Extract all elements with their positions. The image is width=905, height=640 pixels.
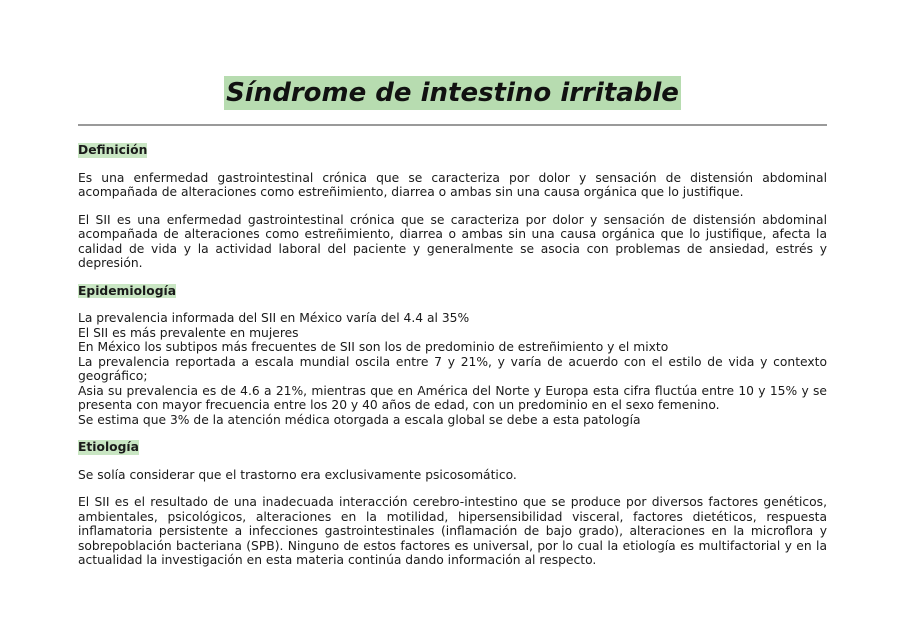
section-heading: Etiología [78,440,139,454]
paragraph: Se solía considerar que el trastorno era exclusivamente psicosomático. [78,467,517,482]
text-line: En México los subtipos más frecuentes de SII son los de predominio de estreñimiento y el mixto [78,340,669,354]
section-heading: Epidemiología [78,283,177,298]
document-body [78,143,827,581]
text-line: El SII es más prevalente en mujeres [78,325,299,340]
document-title: Síndrome de intestino irritable [226,78,679,108]
section-etiologia [78,440,827,468]
paragraph: Es una enfermedad gastrointestinal crónica que se caracteriza por dolor y sensación de distensión abdominal acompañada de alteraciones como estreñimiento, diarrea o ambas sin una causa orgánica que lo justifique. [78,170,827,199]
text-line: Asia su prevalencia es de 4.6 a 21%, mientras que en América del Norte y Europa esta cifra fluctúa entre 10 y 15% y se presenta con mayor frecuencia entre los 20 y 40 años de edad, con un predominio en el sexo femenino. [78,383,827,412]
epidemiology-lines [78,311,827,427]
section-epidemiologia [78,284,827,312]
paragraph: El SII es una enfermedad gastrointestinal crónica que se caracteriza por dolor y sensación de distensión abdominal acompañada de alteraciones como estreñimiento, diarrea o ambas sin una causa orgánica que lo justifique, afecta la calidad de vida y la actividad laboral del paciente y generalmente se asocia con problemas de ansiedad, estrés y depresión. [78,212,827,270]
text-line: La prevalencia informada del SII en México varía del 4.4 al 35% [78,311,470,325]
text-line: La prevalencia reportada a escala mundial oscila entre 7 y 21%, y varía de acuerdo con el estilo de vida y contexto geográfico; [78,354,827,383]
paragraph: El SII es el resultado de una inadecuada interacción cerebro-intestino que se produce por diversos factores genéticos, ambientales, psicológicos, alteraciones en la motilidad, hipersensibilidad visceral, factores dietéticos, respuesta inflamatoria persistente a infecciones gastrointestinales (inflamación de bajo grado), alteraciones en la microflora y sobrepoblación bacteriana (SPB). Ninguno de estos factores es universal, por lo cual la etiología es multifactorial y en la actualidad la investigación en esta materia continúa dando información al respecto. [78,495,827,567]
text-line: Se estima que 3% de la atención médica otorgada a escala global se debe a esta patología [78,412,641,427]
title-container [0,76,905,110]
title-divider [78,124,827,126]
section-definicion [78,143,827,171]
section-heading: Definición [78,143,148,157]
